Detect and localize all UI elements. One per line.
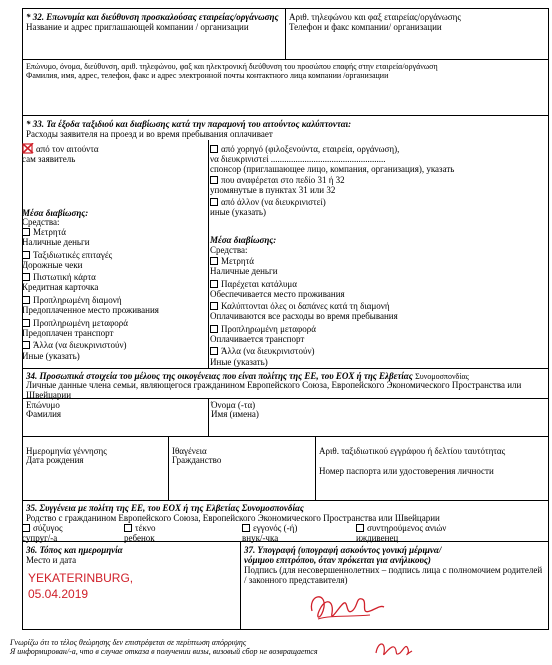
form-border-bottom [22, 629, 549, 630]
s35-child-ru: ребенок [124, 533, 155, 543]
s32-contact-gr: Επώνυμο, όνομα, διεύθυνση, αριθ. τηλεφώνου, φαξ και ηλεκτρονική διεύθυνση του προσώπου επαφής στην εταιρεία/οργάνωση [26, 62, 438, 71]
label: από χορηγό (φιλοξενούντα, εταιρεία, οργάνωση), [221, 144, 400, 154]
label: τέκνο [135, 523, 156, 533]
checkbox-icon [210, 302, 218, 310]
s33-left-tc[interactable] [22, 250, 112, 260]
s37-title-ru: Подпись (для несовершеннолетних – подпись лица с полномочием родителей / законного представителя) [244, 565, 543, 586]
s33-left-tc-ru: Дорожные чеки [22, 260, 83, 270]
checkbox-icon [22, 524, 30, 532]
s36-date: 05.04.2019 [28, 587, 89, 601]
checkbox-icon [356, 524, 364, 532]
label: Μετρητά [221, 256, 254, 266]
label: από άλλον (να διευκρινιστεί) [221, 197, 326, 207]
checkbox-icon [210, 325, 218, 333]
s33-ref[interactable] [210, 175, 345, 185]
s35-title: 35. Συγγένεια με πολίτη της ΕΕ, του ΕΟΧ ή της Ελβετίας Συνομοσπονδίας [26, 503, 304, 513]
s33-left-means-ru: Средства: [22, 217, 60, 227]
s32-title-ru: Название и адрес приглашающей компании / организации [26, 22, 249, 32]
divider-33 [208, 140, 209, 368]
s33-right-trans[interactable] [210, 324, 316, 334]
s33-self-ru: сам заявитель [22, 154, 76, 164]
s34-nat-gr: Ιθαγένεια [172, 446, 207, 456]
s34-title: 34. Προσωπικά στοιχεία του μέλους της οικογένειας που είναι πολίτης της ΕΕ, του ΕΟΧ ή της Ελβετίας [26, 371, 413, 381]
signature-icon [300, 585, 390, 627]
s34-dob-ru: Дата рождения [26, 455, 84, 465]
checkbox-icon [22, 228, 30, 236]
divider-row [22, 541, 549, 542]
s32-title: * 32. Επωνυμία και διεύθυνση προσκαλούσας εταιρείας/οργάνωσης [26, 12, 279, 22]
s33-right-other2-ru: Иные (указать) [210, 357, 268, 367]
s34-surname-ru: Фамилия [26, 409, 62, 419]
s34-name-gr: Όνομα (-τα) [211, 400, 256, 410]
checkbox-icon [210, 145, 218, 153]
s33-left-cash[interactable] [22, 227, 66, 237]
divider-34b [168, 436, 169, 500]
divider-row [22, 436, 549, 437]
s35-dep-ru: иждивенец [356, 533, 399, 543]
s33-right-other2[interactable] [210, 346, 315, 356]
footer-line2: Я информирован/-а, что в случае отказа в получении визы, визовый сбор не возвращается [10, 647, 318, 656]
label: Προπληρωμένη μεταφορά [33, 318, 128, 328]
s33-right-acc-ru: Обеспечивается место проживания [210, 289, 345, 299]
s33-left-card[interactable] [22, 272, 96, 282]
s36-title-ru: Место и дата [26, 555, 77, 565]
label: εγγονός (-ή) [253, 523, 298, 533]
label: συντηρούμενος ανιών [367, 523, 447, 533]
s37-title2: νόμιμου επιτρόπου, όταν πρόκειται για ανήλικους) [244, 555, 431, 565]
s33-ref-ru: упомянутые в пунктах 31 или 32 [210, 185, 336, 195]
s33-left-other[interactable] [22, 340, 127, 350]
divider-row [22, 59, 549, 60]
checkbox-icon [210, 198, 218, 206]
s32-contact-ru: Фамилия, имя, адрес, телефон, факс и адрес электронной почты контактного лица компании /организации [26, 71, 389, 80]
checkbox-icon [22, 273, 30, 281]
checkbox-icon [210, 257, 218, 265]
s33-right-cash-ru: Наличные деньги [210, 266, 278, 276]
divider-row [22, 500, 549, 501]
divider-row [22, 368, 549, 369]
s33-right-means-gr: Μέσα διαβίωσης: [210, 235, 277, 245]
initials-icon [372, 637, 416, 661]
label: Άλλα (να διευκρινιστούν) [221, 346, 315, 356]
divider-36-37 [240, 541, 241, 629]
label: Προπληρωμένη μεταφορά [221, 324, 316, 334]
divider-34a [208, 398, 209, 436]
s35-title-ru: Родство с гражданином Европейского Союза, Европейского Экономического Пространства или Швейцарии [26, 513, 440, 523]
checked-box-icon [22, 143, 36, 154]
s33-sponsor[interactable] [210, 144, 399, 154]
s33-right-means-ru: Средства: [210, 245, 248, 255]
s33-left-means-gr: Μέσα διαβίωσης: [22, 208, 89, 218]
label: Προπληρωμένη διαμονή [33, 295, 122, 305]
label: σύζυγος [33, 523, 63, 533]
s34-name-ru: Имя (имена) [211, 409, 259, 419]
checkbox-icon [210, 176, 218, 184]
s33-sponsor-ru: спонсор (приглашающее лицо, компания, организация), указать [210, 164, 455, 174]
divider-row [22, 115, 549, 116]
s33-left-acc[interactable] [22, 295, 122, 305]
checkbox-icon [22, 296, 30, 304]
s33-right-trans-ru: Оплачивается транспорт [210, 334, 305, 344]
s34-surname-gr: Επώνυμο [26, 400, 60, 410]
s34-doc-gr: Αριθ. ταξιδιωτικού εγγράφου ή δελτίου ταυτότητας [319, 446, 506, 456]
s33-left-other-ru: Иные (указать) [22, 351, 80, 361]
s33-left-cash-ru: Наличные деньги [22, 237, 90, 247]
checkbox-icon [242, 524, 250, 532]
label: Παρέχεται κατάλυμα [221, 279, 297, 289]
divider-32 [285, 8, 286, 59]
label: Ταξιδιωτικές επιταγές [33, 250, 113, 260]
s33-other-ru: иные (указать) [210, 207, 267, 217]
s33-title: * 33. Τα έξοδα ταξιδιού και διαβίωσης κατά την παραμονή του αιτούντος καλύπτονται: [26, 119, 352, 129]
s34-title-tail: Συνομοσπονδίας [415, 372, 469, 381]
checkbox-icon [124, 524, 132, 532]
checkbox-icon [210, 347, 218, 355]
s33-left-card-ru: Кредитная карточка [22, 282, 99, 292]
s36-place: YEKATERINBURG, [28, 571, 134, 585]
label: Καλύπτονται όλες οι δαπάνες κατά τη διαμονή [221, 301, 390, 311]
label: Μετρητά [33, 227, 66, 237]
s35-dep[interactable] [356, 523, 446, 533]
s33-sponsor-gr2: να διευκρινιστεί ................................................... [210, 154, 386, 164]
s32-phone-ru: Телефон и факс компании/ организации [289, 22, 442, 32]
s33-other[interactable] [210, 197, 326, 207]
label: που αναφέρεται στο πεδίο 31 ή 32 [221, 175, 345, 185]
s33-left-trans[interactable] [22, 318, 128, 328]
footer-line1: Γνωρίζω ότι το τέλος θεώρησης δεν επιστρέφεται σε περίπτωση απόρριψης [10, 638, 247, 647]
s35-grand-ru: внук/-чка [242, 533, 279, 543]
form-border-right [548, 8, 549, 629]
s33-self-gr: από τον αιτούντα [36, 144, 99, 154]
s34-doc-ru: Номер паспорта или удостоверения личности [319, 466, 494, 476]
s35-spouse-ru: супруг/-а [22, 533, 58, 543]
s32-phone-gr: Αριθ. τηλεφώνου και φαξ εταιρείας/οργάνωσης [289, 12, 461, 22]
divider-34c [315, 436, 316, 500]
s33-title-ru: Расходы заявителя на проезд и во время пребывания оплачивает [26, 129, 273, 139]
s36-title: 36. Τόπος και ημερομηνία [26, 545, 123, 555]
label: Πιστωτική κάρτα [33, 272, 96, 282]
s34-dob-gr: Ημερομηνία γέννησης [26, 446, 107, 456]
s34-nat-ru: Гражданство [172, 455, 222, 465]
s33-right-cash[interactable] [210, 256, 254, 266]
s34-title-ru: Личные данные члена семьи, являющегося гражданином Европейского Союза, Европейского Экономического Пространства или Швейцарии [26, 380, 522, 401]
checkbox-icon [210, 280, 218, 288]
s33-left-trans-ru: Предоплачен транспорт [22, 328, 114, 338]
s33-right-all-ru: Оплачиваются все расходы во время пребывания [210, 311, 398, 321]
s35-spouse[interactable] [22, 523, 63, 533]
label: Άλλα (να διευκρινιστούν) [33, 340, 127, 350]
checkbox-icon [22, 341, 30, 349]
s37-title: 37. Υπογραφή (υπογραφή ασκούντος γονική μέριμνα/ [244, 545, 442, 555]
s33-right-acc[interactable] [210, 279, 297, 289]
s33-right-all[interactable] [210, 301, 390, 311]
s35-child[interactable] [124, 523, 156, 533]
checkbox-icon [22, 251, 30, 259]
s35-grand[interactable] [242, 523, 297, 533]
s33-left-acc-ru: Предоплаченное место проживания [22, 305, 159, 315]
checkbox-icon [22, 319, 30, 327]
